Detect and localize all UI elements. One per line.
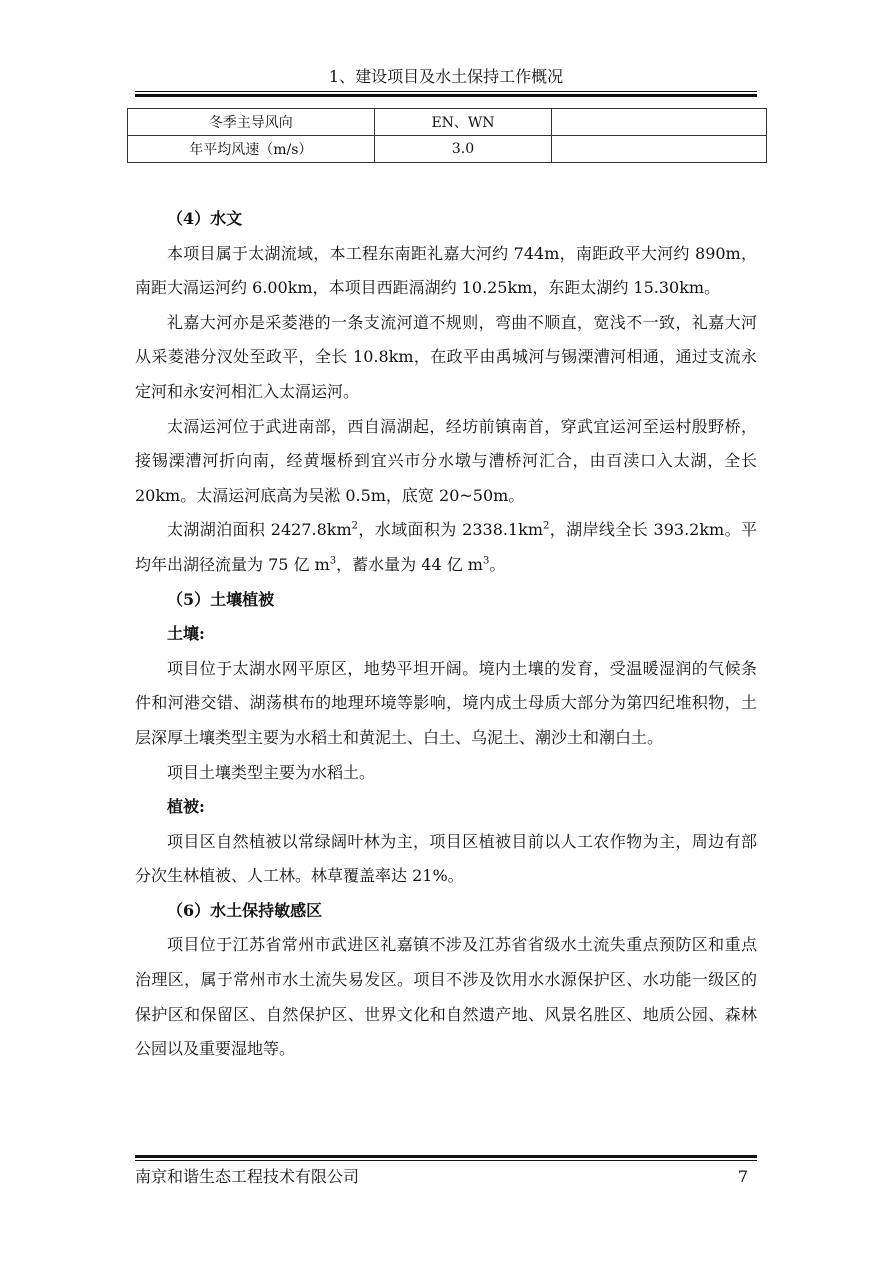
weather-table (127, 108, 767, 163)
superscript: 2 (543, 521, 550, 533)
text-run: ，水域面积为 2338.1km (358, 520, 544, 540)
table-cell: EN、WN (374, 109, 552, 136)
subheading-vegetation: 植被: (167, 797, 205, 817)
footer-rule-thin (135, 1160, 757, 1161)
paragraph: 项目位于太湖水网平原区，地势平坦开阔。境内土壤的发育，受温暖湿润的气候条件和河港交错、湖荡棋布的地理环境等影响，境内成土母质大部分为第四纪堆积物，土层深厚土壤类型主要为水稻土和黄泥土、白土、乌泥土、潮沙土和潮白土。 (135, 658, 757, 747)
footer-rule-thick (135, 1155, 757, 1158)
table-cell: 冬季主导风向 (128, 109, 375, 136)
table-cell (552, 109, 767, 136)
paragraph: 礼嘉大河亦是采菱港的一条支流河道不规则，弯曲不顺直，宽浅不一致，礼嘉大河从采菱港分汊处至政平，全长 10.8km，在政平由禹城河与锡溧漕河相通，通过支流永定河和永安河相汇入太滆运河。 (135, 312, 757, 401)
text-run: ，湖岸线全长 393.2km。平均年出湖径流量为 75 亿 m (135, 520, 757, 574)
table-cell (552, 136, 767, 163)
superscript: 2 (351, 521, 358, 533)
paragraph: 项目位于江苏省常州市武进区礼嘉镇不涉及江苏省省级水土流失重点预防区和重点治理区，属于常州市水土流失易发区。项目不涉及饮用水水源保护区、水功能一级区的保护区和保留区、自然保护区、世界文化和自然遗产地、风景名胜区、地质公园、森林公园以及重要湿地等。 (135, 935, 757, 1059)
paragraph: 本项目属于太湖流域，本工程东南距礼嘉大河约 744m，南距政平大河约 890m，南距大滆运河约 6.00km，本项目西距滆湖约 10.25km，东距太湖约 15.30km。 (135, 243, 757, 298)
table-cell: 3.0 (374, 136, 552, 163)
table-cell: 年平均风速（m/s） (128, 136, 375, 163)
paragraph-taihu (135, 513, 757, 582)
table-row (128, 109, 767, 136)
superscript: 3 (329, 555, 337, 567)
paragraph: 项目土壤类型主要为水稻土。 (167, 762, 376, 782)
superscript: 3 (482, 555, 490, 567)
header-rule-thick (135, 94, 757, 97)
paragraph: 太滆运河位于武进南部，西自滆湖起，经坊前镇南首，穿武宜运河至运村殷野桥，接锡溧漕河折向南，经黄堰桥到宜兴市分水墩与漕桥河汇合，由百渎口入太湖，全长 20km。太滆运河底高为吴淞 0.5m，底宽 20~50m。 (135, 416, 757, 505)
document-body (135, 202, 757, 1067)
page-number: 7 (737, 1167, 748, 1186)
text-run: 。 (489, 554, 506, 574)
paragraph: 项目区自然植被以常绿阔叶林为主，项目区植被目前以人工农作物为主，周边有部分次生林植被、人工林。林草覆盖率达 21%。 (135, 831, 757, 886)
section-heading-sensitive-area: （6）水土保持敏感区 (167, 900, 323, 920)
table-row (128, 136, 767, 163)
page-header-title: 1、建设项目及水土保持工作概况 (328, 67, 564, 86)
subheading-soil: 土壤: (167, 624, 205, 644)
header-rule-thin (135, 91, 757, 92)
section-heading-soil-vegetation: （5）土壤植被 (167, 589, 275, 609)
section-heading-hydrology: （4）水文 (167, 209, 243, 228)
text-run: 太湖湖泊面积 2427.8km (167, 520, 352, 540)
text-run: ，蓄水量为 44 亿 m (336, 554, 483, 574)
footer-company: 南京和谐生态工程技术有限公司 (135, 1167, 360, 1186)
